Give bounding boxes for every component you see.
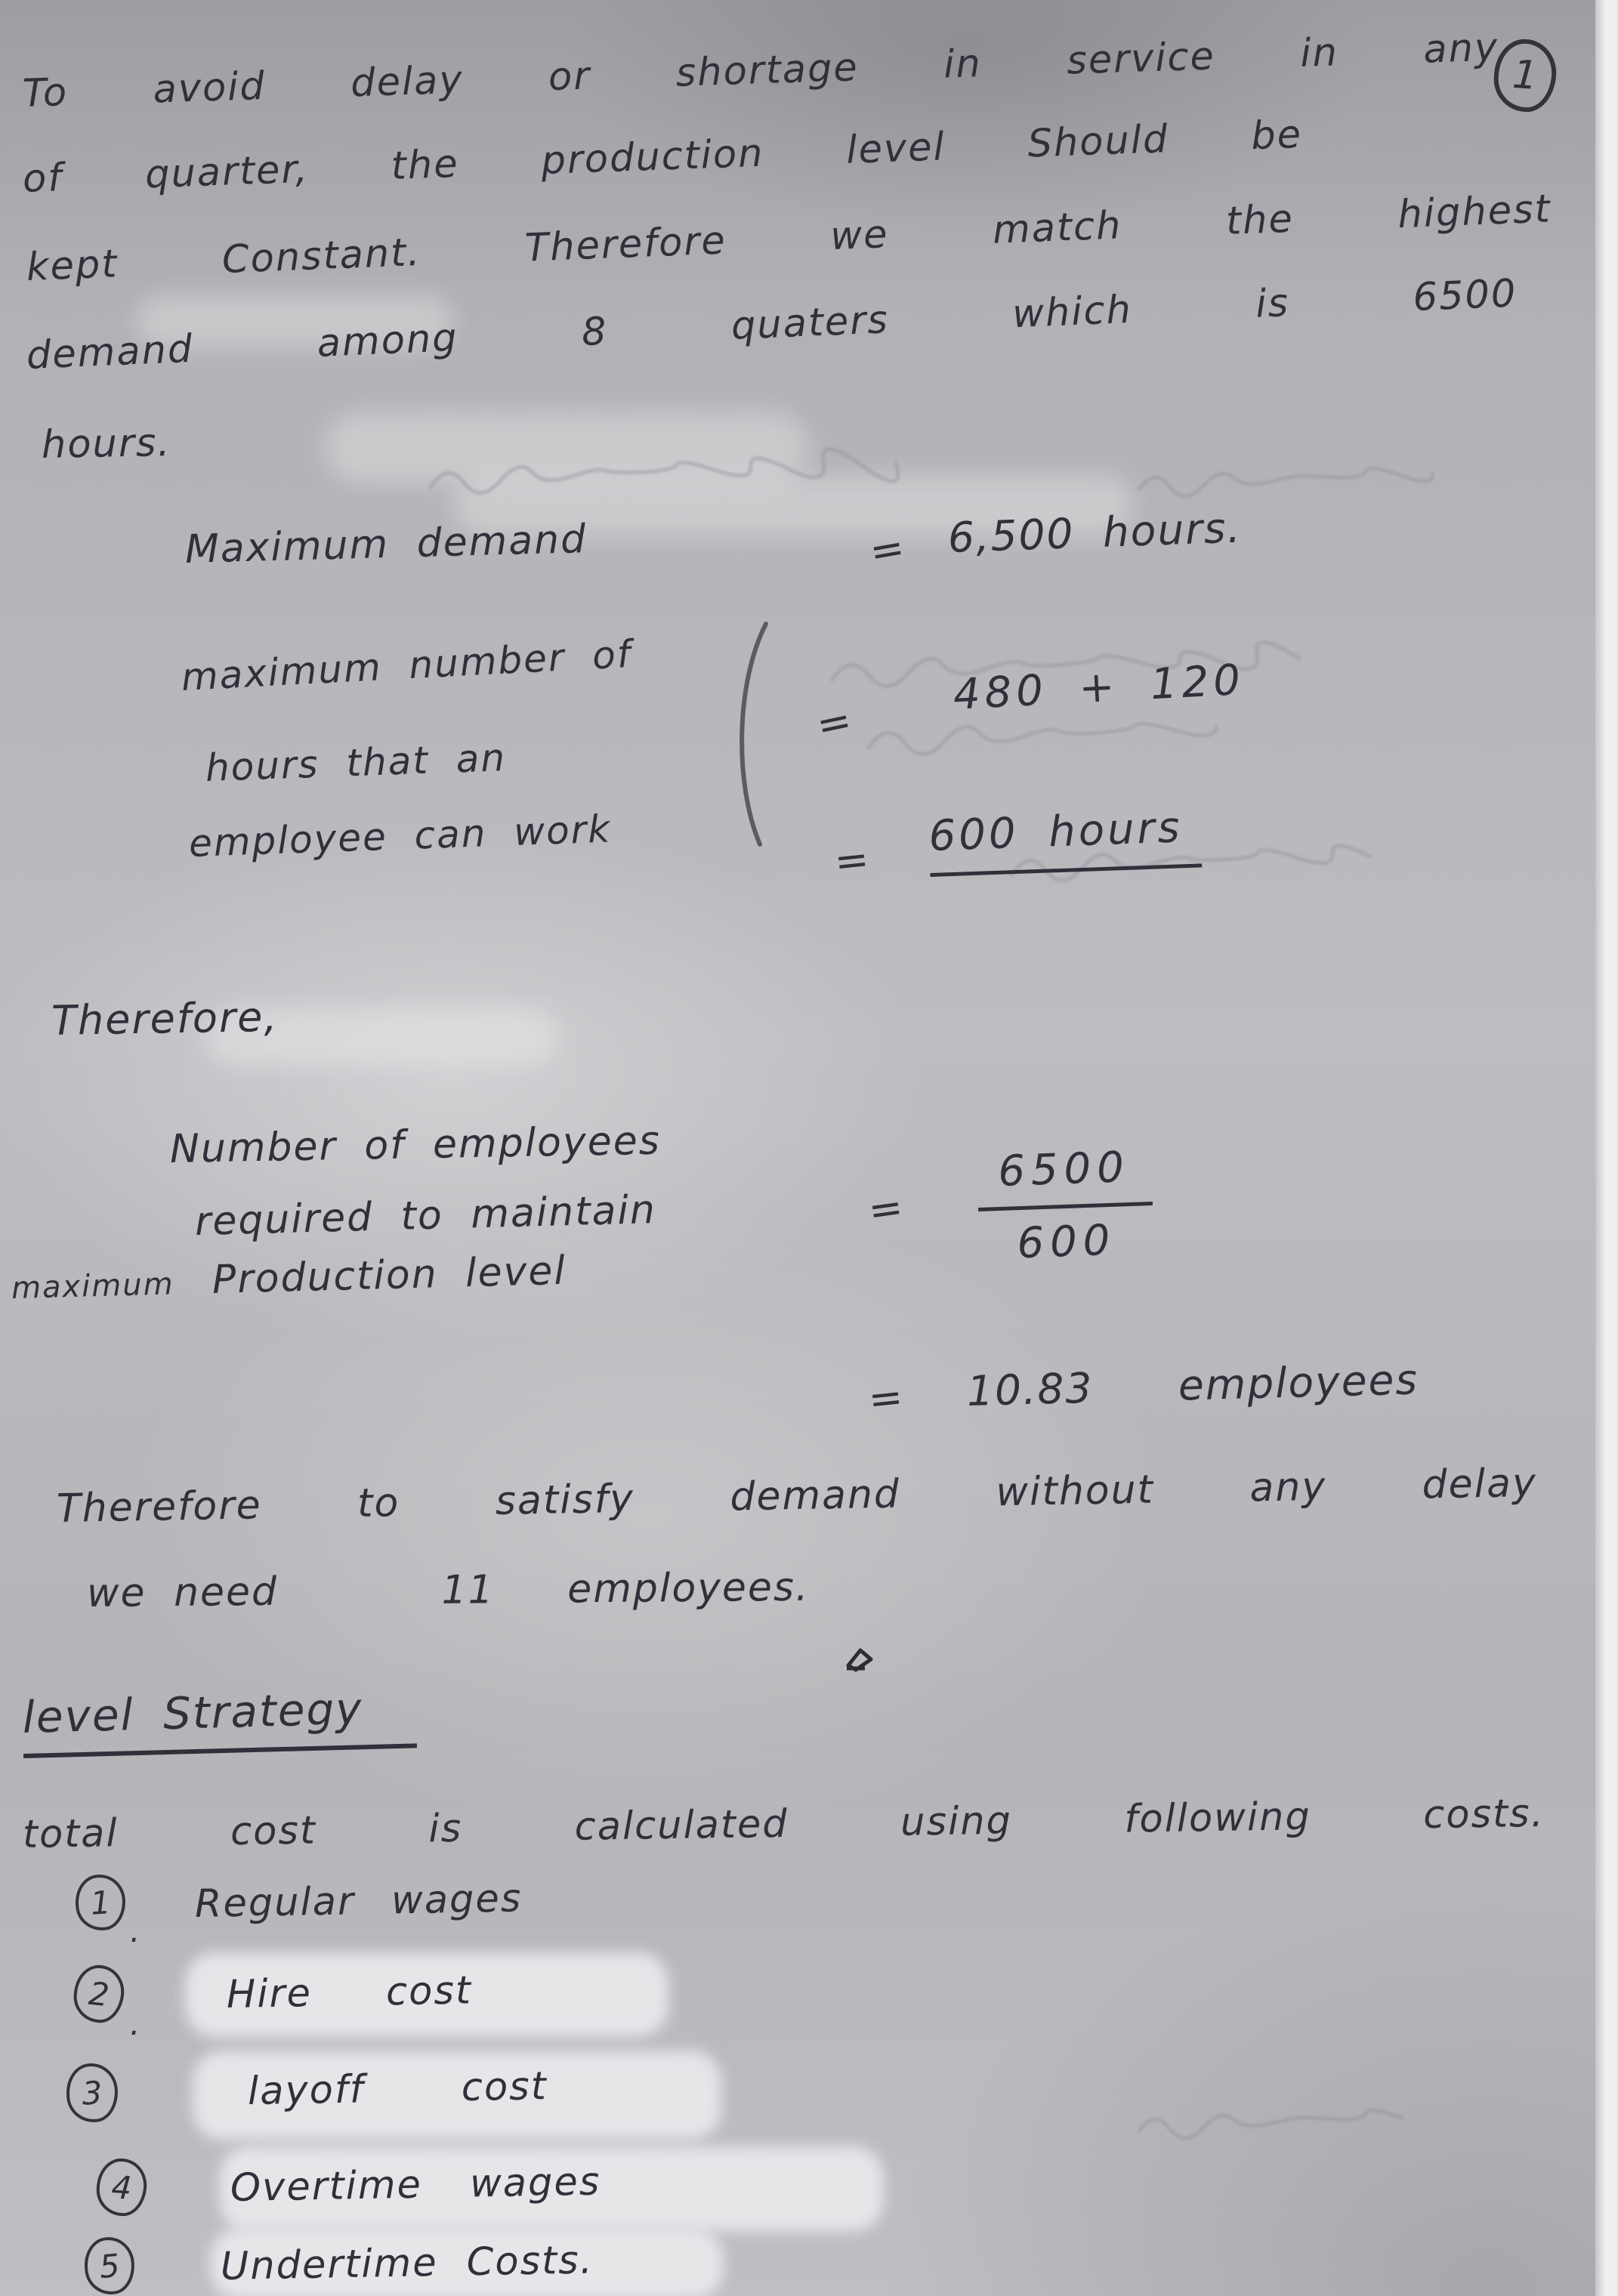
max-demand-value: 6,500 hours. — [946, 503, 1243, 562]
page-number: 1 — [1511, 51, 1539, 100]
conclusion-count: 11 — [441, 1567, 495, 1613]
ink-bleed-smudge — [1133, 2092, 1556, 2160]
ink-bleed-smudge — [423, 446, 1042, 514]
page-edge-highlight — [1595, 0, 1618, 2296]
conclusion-line-1: Therefore to satisfy demand without any delay — [56, 1460, 1538, 1532]
emp-required-line-3-main: Production level — [212, 1248, 567, 1304]
therefore-label: Therefore, — [51, 992, 279, 1045]
level-strategy-heading: level Strategy — [22, 1681, 417, 1758]
list-item-layoff-cost: layoff cost — [247, 2064, 548, 2114]
intro-line-1: To avoid delay or shortage in service in any — [22, 25, 1499, 116]
conclusion-we-need: we need — [86, 1569, 279, 1616]
emp-required-equals: = — [865, 1182, 908, 1235]
emp-hours-result: 600 hours — [928, 802, 1202, 877]
conclusion-line-2 — [87, 1565, 810, 1616]
emp-required-line-1: Number of employees — [169, 1118, 662, 1172]
conclusion-employees: employees. — [567, 1564, 810, 1612]
employees-result-value: 10.83 — [966, 1363, 1095, 1415]
list-number-1-text: 1 — [88, 1883, 113, 1922]
employees-result-unit: employees — [1178, 1355, 1419, 1410]
intro-line-2: of quarter, the production level Should be — [21, 112, 1303, 202]
list-item-undertime-costs: Undertime Costs. — [220, 2238, 594, 2289]
emp-required-line-2: required to maintain — [194, 1187, 657, 1245]
list-item-regular-wages: Regular wages — [194, 1876, 523, 1927]
list-number-4-text: 4 — [110, 2168, 134, 2207]
employees-result — [966, 1355, 1419, 1415]
list-number-1-dot: . — [130, 1912, 142, 1949]
page-number-badge — [1492, 37, 1558, 113]
emp-hours-line-3: employee can work — [187, 807, 613, 866]
emp-required-line-3 — [11, 1248, 567, 1308]
intro-line-4: demand among 8 quaters which is 6500 — [25, 271, 1518, 378]
list-number-5-text: 5 — [97, 2246, 122, 2285]
list-number-2 — [71, 1963, 127, 2025]
emp-hours-expression: 480 + 120 — [952, 655, 1246, 720]
fraction-denominator: 600 — [1016, 1215, 1117, 1269]
emp-required-line-3-small: maximum — [11, 1267, 175, 1306]
list-number-3 — [65, 2062, 119, 2123]
emp-hours-line-1: maximum number of — [180, 631, 633, 699]
ink-mark — [842, 1643, 882, 1679]
list-number-2-dot: . — [130, 2005, 142, 2042]
level-strategy-intro: total cost is calculated using following costs. — [22, 1791, 1545, 1857]
fraction-numerator: 6500 — [976, 1142, 1152, 1211]
emp-hours-equals-2: = — [832, 835, 873, 886]
list-number-1 — [73, 1873, 127, 1932]
max-demand-equals: = — [866, 523, 910, 576]
emp-hours-equals-1: = — [812, 695, 857, 750]
opening-parenthesis — [727, 619, 772, 850]
employees-fraction — [976, 1142, 1154, 1270]
list-number-4 — [94, 2157, 148, 2217]
list-number-5 — [82, 2235, 137, 2296]
max-demand-label: Maximum demand — [184, 517, 588, 572]
result-equals: = — [866, 1372, 907, 1424]
intro-line-3: kept Constant. Therefore we match the highest — [25, 187, 1552, 290]
emp-hours-line-2: hours that an — [204, 736, 508, 790]
list-item-overtime-wages: Overtime wages — [230, 2159, 601, 2211]
list-number-2-text: 2 — [87, 1974, 111, 2014]
intro-line-5: hours. — [41, 421, 172, 468]
list-item-hire-cost: Hire cost — [226, 1968, 473, 2017]
list-number-3-text: 3 — [81, 2073, 103, 2112]
